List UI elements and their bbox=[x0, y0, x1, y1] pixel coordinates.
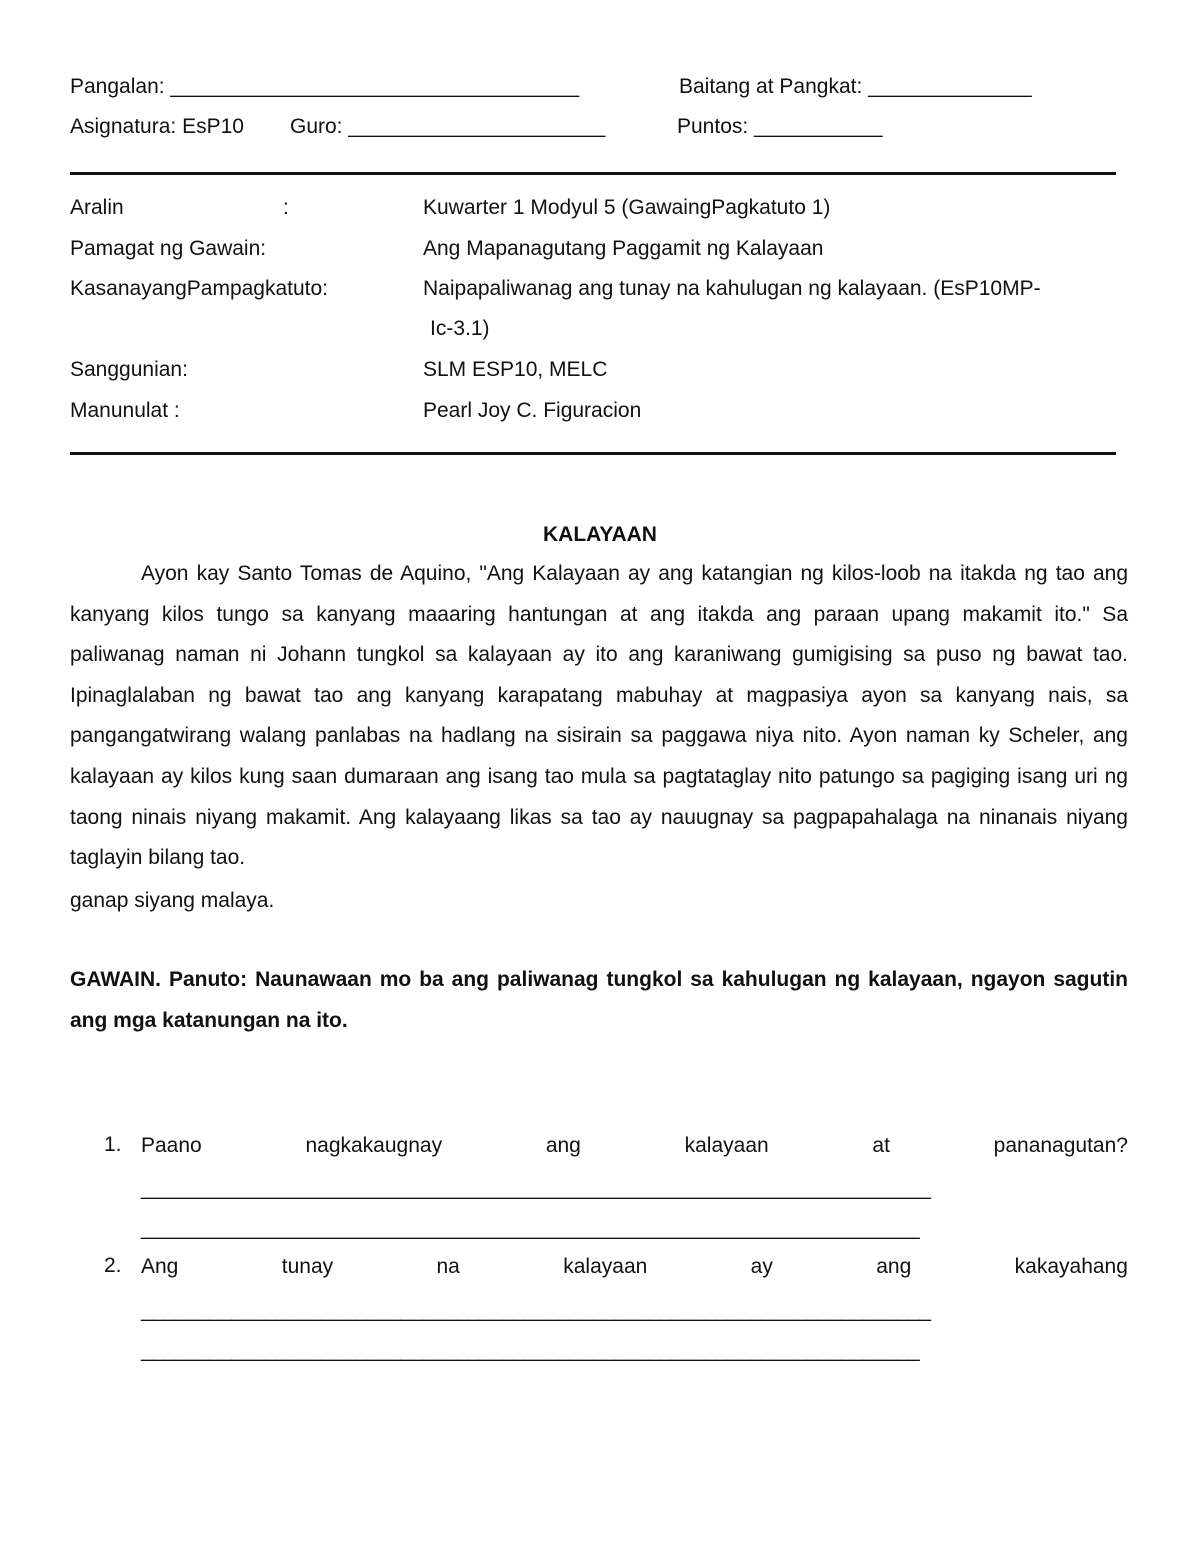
question-word: pananagutan? bbox=[993, 1134, 1128, 1157]
info-divider bbox=[70, 452, 1116, 455]
pamagat-label: Pamagat ng Gawain: bbox=[70, 237, 267, 260]
kalayaan-paragraph: Ayon kay Santo Tomas de Aquino, "Ang Kalayaan ay ang katangian ng kilos-loob na itakda ng tao ang kanyang kilos tungo sa kanyang maaaring hantungan at ang itakda ang paraan upang makamit ito." Sa paliwanag naman ni Johann tungkol sa kalayaan ay ito ang karaniwang gumigising sa puso ng bawat tao. Ipinaglalaban ng bawat tao ang kanyang karapatang mabuhay at magpasiya ayon sa kanyang nais, sa pangangatwirang walang panlabas na hadlang na sisirain sa paggawa niya nito. Ayon naman ky Scheler, ang kalayaan ay kilos kung saan dumaraan ang isang tao mula sa pagtataglay nito patungo sa pagiging isang uri ng taong ninais niyang makamit. Ang kalayaang likas sa tao ay nauugnay sa pagpapahalaga na ninanais niyang taglayin bilang tao. bbox=[70, 562, 1128, 870]
manunulat-value: Pearl Joy C. Figuracion bbox=[423, 399, 642, 422]
question-word: tunay bbox=[281, 1255, 334, 1278]
answer-line[interactable]: ______________________________________________________________________ bbox=[141, 1177, 931, 1200]
question-word: kalayaan bbox=[684, 1134, 769, 1157]
header-divider bbox=[70, 172, 1116, 175]
answer-line[interactable]: ______________________________________________________________________ bbox=[141, 1299, 931, 1322]
question-word: Ang bbox=[141, 1255, 179, 1278]
kasanayan-value: Naipapaliwanag ang tunay na kahulugan ng kalayaan. (EsP10MP- bbox=[423, 277, 1041, 300]
page-title: KALAYAAN bbox=[543, 523, 657, 546]
question-word: at bbox=[872, 1134, 890, 1157]
sanggunian-label: Sanggunian: bbox=[70, 358, 188, 381]
question-word: kakayahang bbox=[1014, 1255, 1128, 1278]
question-word: kalayaan bbox=[563, 1255, 648, 1278]
question-word: ang bbox=[876, 1255, 912, 1278]
asignatura-label: Asignatura: EsP10 bbox=[70, 115, 244, 138]
trailing-line: ganap siyang malaya. bbox=[70, 889, 275, 912]
kasanayan-value-cont: Ic-3.1) bbox=[430, 317, 490, 340]
answer-line[interactable]: _____________________________________________________________________ bbox=[141, 1217, 920, 1240]
question-word: ang bbox=[545, 1134, 581, 1157]
aralin-value: Kuwarter 1 Modyul 5 (GawaingPagkatuto 1) bbox=[423, 196, 831, 219]
pangalan-field[interactable]: Pangalan: ___________________________________ bbox=[70, 75, 580, 98]
question-word: Paano bbox=[141, 1134, 202, 1157]
puntos-field[interactable]: Puntos: ___________ bbox=[677, 115, 883, 138]
question-text bbox=[141, 1255, 1128, 1279]
manunulat-label: Manunulat : bbox=[70, 399, 180, 422]
question-number: 2. bbox=[104, 1254, 122, 1277]
sanggunian-value: SLM ESP10, MELC bbox=[423, 358, 608, 381]
answer-line[interactable]: _____________________________________________________________________ bbox=[141, 1339, 920, 1362]
question-word: ay bbox=[750, 1255, 773, 1278]
question-number: 1. bbox=[104, 1133, 122, 1156]
aralin-label: Aralin bbox=[70, 196, 124, 219]
kasanayan-label: KasanayangPampagkatuto: bbox=[70, 277, 329, 300]
question-word: nagkakaugnay bbox=[305, 1134, 443, 1157]
pamagat-value: Ang Mapanagutang Paggamit ng Kalayaan bbox=[423, 237, 824, 260]
question-text bbox=[141, 1134, 1128, 1158]
aralin-colon: : bbox=[283, 196, 289, 219]
guro-field[interactable]: Guro: ______________________ bbox=[290, 115, 606, 138]
baitang-pangkat-field[interactable]: Baitang at Pangkat: ______________ bbox=[679, 75, 1032, 98]
gawain-instructions: GAWAIN. Panuto: Naunawaan mo ba ang paliwanag tungkol sa kahulugan ng kalayaan, ngayon sagutin ang mga katanungan na ito. bbox=[70, 968, 1128, 1032]
question-word: na bbox=[436, 1255, 460, 1278]
